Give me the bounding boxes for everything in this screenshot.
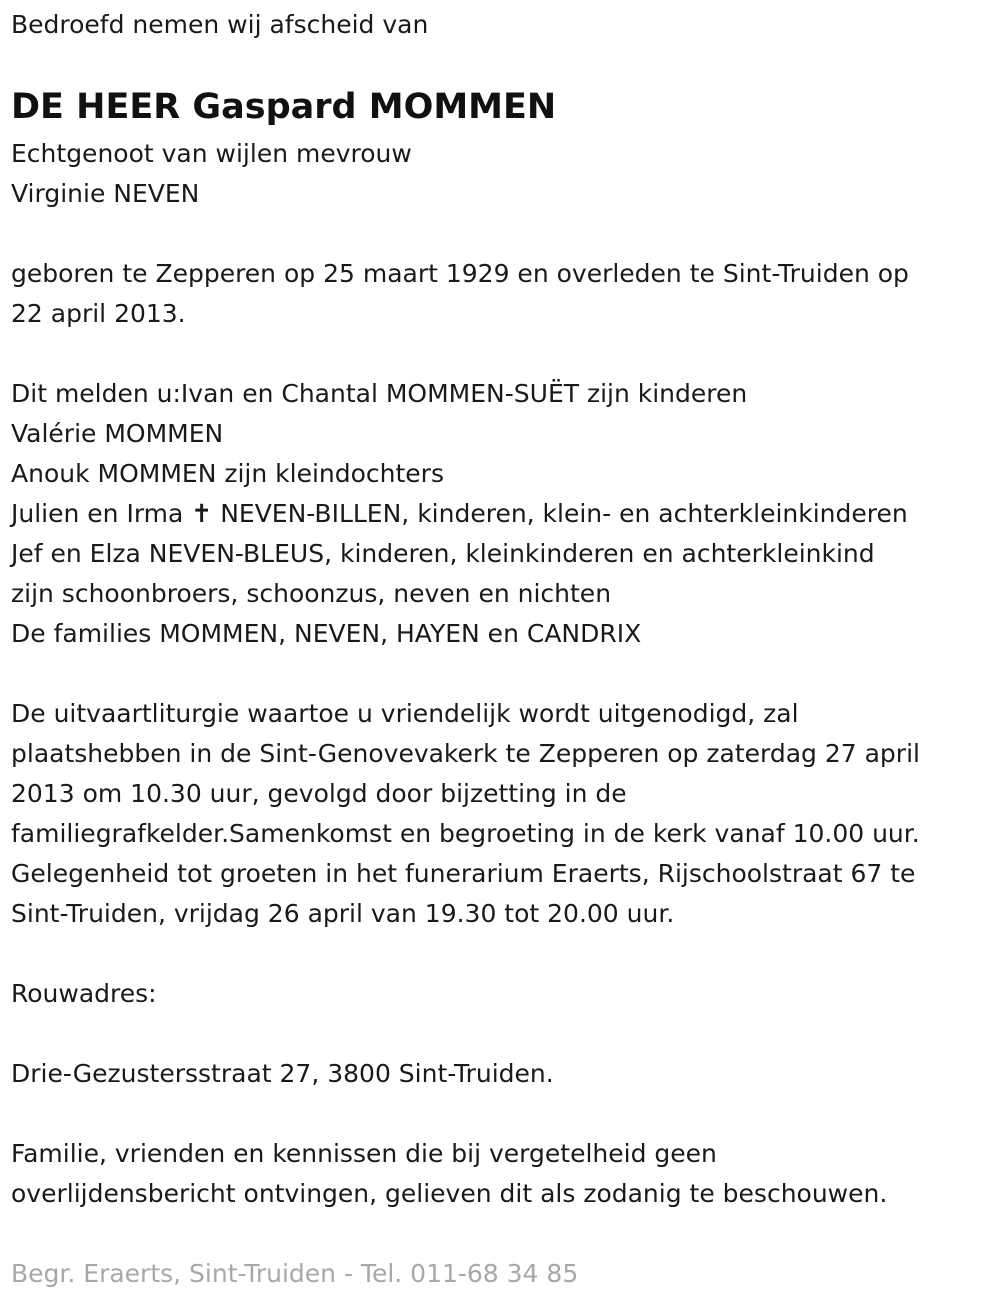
funeral-block bbox=[11, 694, 920, 934]
family-line-granddaughter-2: Anouk MOMMEN zijn kleindochters bbox=[11, 459, 444, 488]
cross-icon: ✝ bbox=[191, 499, 213, 528]
death-date-line: 22 april 2013. bbox=[11, 299, 186, 328]
funeral-line: Sint-Truiden, vrijdag 26 april van 19.30 tot 20.00 uur. bbox=[11, 899, 675, 928]
deceased-name: DE HEER Gaspard MOMMEN bbox=[11, 87, 557, 127]
spouse-line: Echtgenoot van wijlen mevrouw bbox=[11, 139, 412, 168]
funeral-home-footer: Begr. Eraerts, Sint-Truiden - Tel. 011-68 34 85 bbox=[11, 1259, 579, 1288]
spouse-block bbox=[11, 134, 412, 214]
spouse-name: Virginie NEVEN bbox=[11, 179, 200, 208]
family-line-neven-bleus: Jef en Elza NEVEN-BLEUS, kinderen, kleinkinderen en achterkleinkind bbox=[11, 539, 875, 568]
funeral-line: Gelegenheid tot groeten in het funerarium Eraerts, Rijschoolstraat 67 te bbox=[11, 859, 916, 888]
birth-death-line: geboren te Zepperen op 25 maart 1929 en overleden te Sint-Truiden op bbox=[11, 259, 909, 288]
family-line-children: Dit melden u:Ivan en Chantal MOMMEN-SUËT zijn kinderen bbox=[11, 379, 748, 408]
family-line-granddaughter-1: Valérie MOMMEN bbox=[11, 419, 224, 448]
funeral-line: familiegrafkelder.Samenkomst en begroeting in de kerk vanaf 10.00 uur. bbox=[11, 819, 920, 848]
closing-line: overlijdensbericht ontvingen, gelieven dit als zodanig te beschouwen. bbox=[11, 1179, 888, 1208]
family-line-neven-billen-end: NEVEN-BILLEN, kinderen, klein- en achterkleinkinderen bbox=[212, 499, 908, 528]
funeral-line: De uitvaartliturgie waartoe u vriendelijk wordt uitgenodigd, zal bbox=[11, 699, 799, 728]
family-line-neven-billen-start: Julien en Irma bbox=[11, 499, 192, 528]
address-label: Rouwadres: bbox=[11, 979, 157, 1008]
birth-death-block bbox=[11, 254, 909, 334]
intro-text: Bedroefd nemen wij afscheid van bbox=[11, 10, 429, 39]
funeral-line: 2013 om 10.30 uur, gevolgd door bijzetting in de bbox=[11, 779, 627, 808]
family-line-in-laws: zijn schoonbroers, schoonzus, neven en nichten bbox=[11, 579, 612, 608]
family-line-neven-billen bbox=[11, 494, 908, 534]
mourning-address: Drie-Gezustersstraat 27, 3800 Sint-Truiden. bbox=[11, 1059, 554, 1088]
family-line-families: De families MOMMEN, NEVEN, HAYEN en CANDRIX bbox=[11, 619, 642, 648]
funeral-line: plaatshebben in de Sint-Genovevakerk te Zepperen op zaterdag 27 april bbox=[11, 739, 920, 768]
closing-line: Familie, vrienden en kennissen die bij vergetelheid geen bbox=[11, 1139, 717, 1168]
closing-block bbox=[11, 1134, 887, 1214]
family-block bbox=[11, 374, 908, 654]
